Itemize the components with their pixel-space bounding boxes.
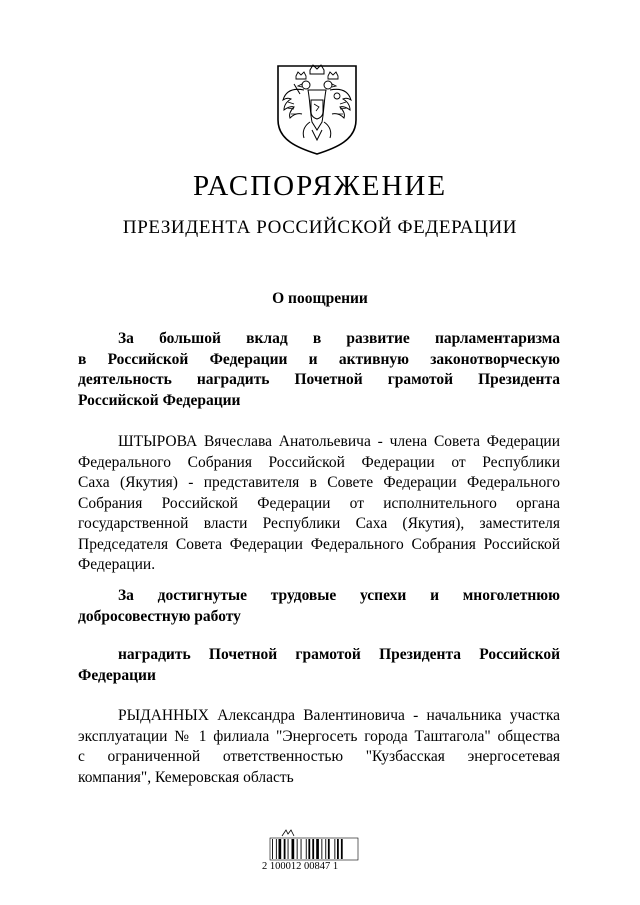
barcode-bar — [337, 839, 339, 859]
text-line: деятельность наградить Почетной грамотой Президента — [78, 371, 560, 388]
barcode-bar — [334, 839, 335, 859]
text-line: Российской Федерации — [78, 391, 241, 409]
coat-of-arms-icon — [274, 60, 360, 156]
paragraph-awardee-1 — [78, 432, 560, 576]
text-line: Федерации — [78, 666, 156, 684]
text-line: Председателя Совета Федерации Федерального Собрания Российской — [78, 535, 560, 553]
document-subtitle: ПРЕЗИДЕНТА РОССИЙСКОЙ ФЕДЕРАЦИИ — [122, 217, 518, 238]
barcode-bar — [284, 839, 286, 859]
text-line: с ограниченной ответственностью "Кузбасская энергосетевая — [78, 748, 560, 765]
text-line: Собрания Российской Федерации от исполнительного органа — [78, 494, 560, 512]
barcode-bar — [316, 839, 319, 859]
text-line: наградить Почетной грамотой Президента Российской — [118, 646, 560, 663]
barcode-bar — [279, 839, 282, 859]
text-line: Федерального Собрания Российской Федерации от Республики — [78, 453, 560, 471]
barcode-bar — [297, 839, 298, 859]
text-line: Федерации. — [78, 556, 156, 573]
barcode-bar — [301, 839, 302, 859]
text-line: ШТЫРОВА Вячеслава Анатольевича - члена Совета Федерации — [118, 433, 560, 450]
text-line: компания", Кемеровская область — [78, 768, 294, 786]
barcode-bar — [306, 839, 307, 859]
text-line: За достигнутые трудовые успехи и многолетнюю — [118, 587, 560, 604]
barcode-bar — [321, 839, 322, 859]
text-line: эксплуатации № 1 филиала "Энергосеть города Таштагола" общества — [78, 727, 560, 745]
barcode-bar — [272, 839, 273, 859]
barcode-bar — [312, 839, 314, 859]
document-heading: О поощрении — [272, 290, 368, 307]
paragraph-award-reason-2 — [78, 586, 560, 627]
text-line: в Российской Федерации и активную законотворческую — [78, 350, 560, 368]
barcode-number: 2 100012 00847 1 — [262, 861, 339, 872]
barcode-bar — [325, 839, 326, 859]
paragraph-awardee-2 — [78, 706, 560, 788]
text-line: Саха (Якутия) - представителя в Совете Федерации Федерального — [78, 474, 560, 491]
barcode-icon — [268, 824, 360, 884]
paragraph-award-decision — [78, 645, 560, 686]
text-line: РЫДАННЫХ Александра Валентиновича - начальника участка — [118, 707, 560, 724]
document-title: РАСПОРЯЖЕНИЕ — [192, 170, 448, 202]
text-line: государственной власти Республики Саха (Якутия), заместителя — [78, 515, 560, 532]
text-line: добросовестную работу — [78, 607, 241, 625]
barcode-bar — [341, 839, 343, 859]
barcode-bar — [276, 839, 277, 859]
paragraph-award-reason-1 — [78, 329, 560, 411]
text-line: За большой вклад в развитие парламентаризма — [118, 330, 560, 347]
barcode-bar — [308, 839, 310, 859]
barcode-bar — [292, 839, 295, 859]
barcode-bar — [288, 839, 289, 859]
barcode-bar — [328, 839, 330, 859]
